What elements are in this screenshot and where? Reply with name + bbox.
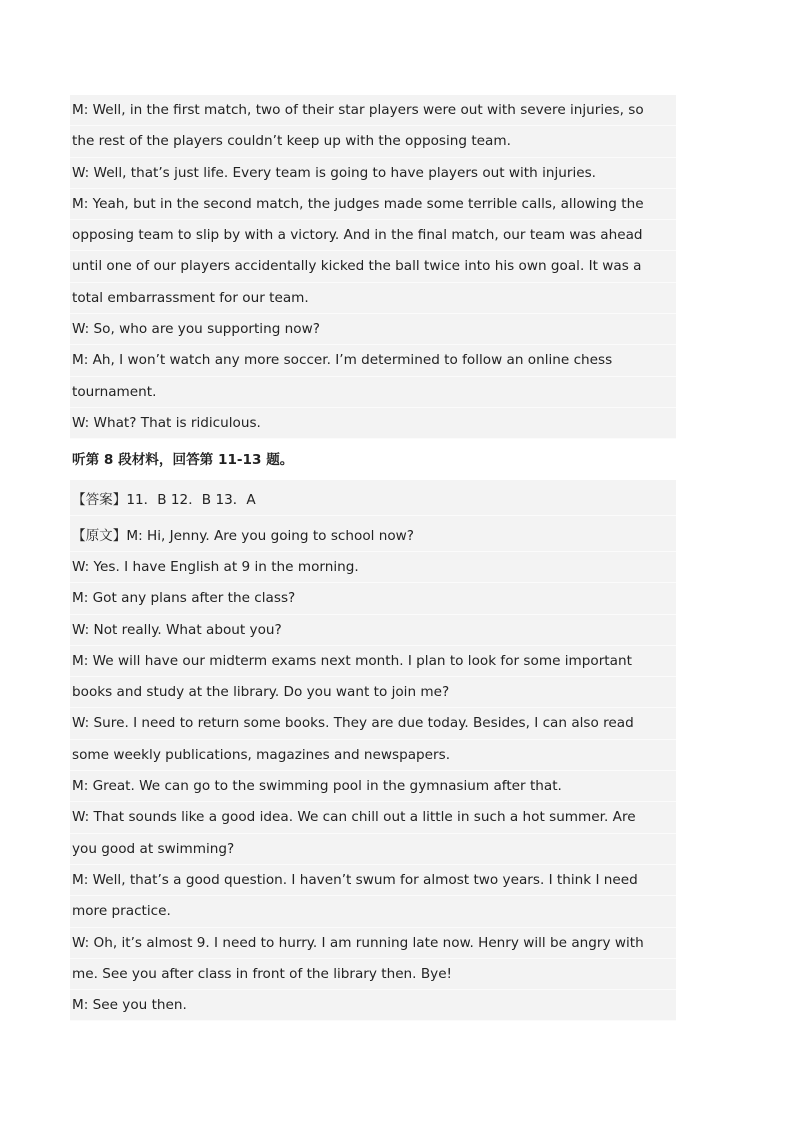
transcript-line: W: So, who are you supporting now? <box>70 314 676 345</box>
transcript-line: M: Well, in the first match, two of their star players were out with severe injuries, so <box>70 95 676 126</box>
transcript-line: books and study at the library. Do you want to join me? <box>70 677 676 708</box>
transcript-line: until one of our players accidentally kicked the ball twice into his own goal. It was a <box>70 251 676 282</box>
transcript-line: W: Well, that’s just life. Every team is going to have players out with injuries. <box>70 158 676 189</box>
transcript-line: M: Yeah, but in the second match, the judges made some terrible calls, allowing the <box>70 189 676 220</box>
answer-line: 【答案】11．B 12．B 13．A <box>70 480 676 516</box>
transcript-line: M: Got any plans after the class? <box>70 583 676 614</box>
transcript-line: tournament. <box>70 377 676 408</box>
transcript-line: W: That sounds like a good idea. We can chill out a little in such a hot summer. Are <box>70 802 676 833</box>
transcript-line: W: Sure. I need to return some books. They are due today. Besides, I can also read <box>70 708 676 739</box>
transcript-line: me. See you after class in front of the library then. Bye! <box>70 959 676 990</box>
transcript-line: total embarrassment for our team. <box>70 283 676 314</box>
transcript-line: W: Yes. I have English at 9 in the morning. <box>70 552 676 583</box>
transcript-line: opposing team to slip by with a victory. And in the final match, our team was ahead <box>70 220 676 251</box>
section-heading: 听第 8 段材料，回答第 11-13 题。 <box>72 452 294 468</box>
transcript-line: the rest of the players couldn’t keep up with the opposing team. <box>70 126 676 157</box>
transcript-line: 【原文】M: Hi, Jenny. Are you going to school now? <box>70 516 676 552</box>
transcript-line: you good at swimming? <box>70 834 676 865</box>
transcript-line: M: Well, that’s a good question. I haven’t swum for almost two years. I think I need <box>70 865 676 896</box>
transcript-block-2 <box>70 480 676 1021</box>
transcript-line: M: We will have our midterm exams next month. I plan to look for some important <box>70 646 676 677</box>
transcript-line: M: Ah, I won’t watch any more soccer. I’m determined to follow an online chess <box>70 345 676 376</box>
transcript-line: W: Oh, it’s almost 9. I need to hurry. I am running late now. Henry will be angry with <box>70 928 676 959</box>
transcript-line: W: What? That is ridiculous. <box>70 408 676 439</box>
transcript-block-1 <box>70 95 676 439</box>
transcript-line: some weekly publications, magazines and newspapers. <box>70 740 676 771</box>
transcript-line: M: Great. We can go to the swimming pool in the gymnasium after that. <box>70 771 676 802</box>
transcript-line: W: Not really. What about you? <box>70 615 676 646</box>
transcript-line: M: See you then. <box>70 990 676 1021</box>
transcript-line: more practice. <box>70 896 676 927</box>
